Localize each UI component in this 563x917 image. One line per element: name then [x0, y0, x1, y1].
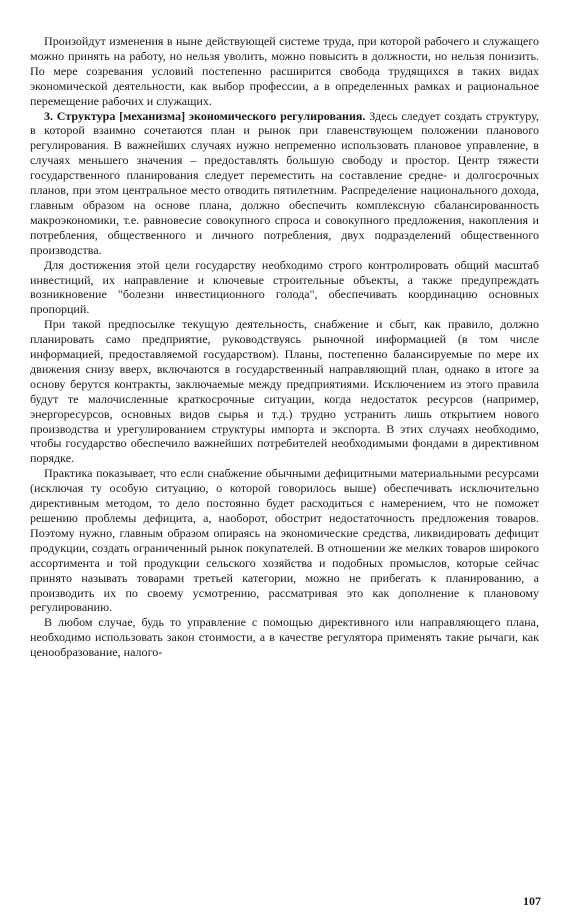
- page-number: 107: [523, 894, 541, 908]
- section-heading: 3. Структура [механизма] экономического регулирования.: [44, 108, 366, 123]
- document-body: [30, 34, 539, 660]
- paragraph-practice: Практика показывает, что если снабжение обычными дефицитными материальными ресурсами (исключая ту особую ситуацию, о которой говорилось выше) обеспечивать исключительно директивным методом, то дело постоянно будет расходиться с намерением, что не поможет решению проблемы дефицита, а, наоборот, обострит недостаточность предложения товаров. Поэтому нужно, главным образом опираясь на экономические средства, ликвидировать дефицит продукции, создать ограниченный рынок покупателей. В отношении же мелких товаров широкого ассортимента и той продукции сельского хозяйства и подобных промыслов, которые сейчас принято называть товарами третьей категории, можно не прибегать к планированию, а производить их по своему усмотрению, рассматривая это как дополнение к плановому регулированию.: [30, 466, 539, 615]
- paragraph-text: Здесь следует создать структуру, в которой взаимно сочетаются план и рынок при главенствующем положении планового регулирования. В важнейших случаях нужно непременно использовать плановое управление, в случаях меньшего значения – предоставлять большую свободу и простор. Центр тяжести государственного планирования следует переместить на составление средне- и долгосрочных планов, при этом центральное место отводить пятилетним. Распределение национального дохода, главным образом на основе плана, должно обеспечить комплексную сбалансированность макроэкономики, т.е. равновесие совокупного спроса и совокупного предложения, накопления и потребления, общественного и личного потребления, двух подразделений общественного производства.: [30, 108, 539, 257]
- paragraph-labor-system: Произойдут изменения в ныне действующей системе труда, при которой рабочего и служащего можно принять на работу, но нельзя уволить, можно повысить в должности, но нельзя понизить. По мере созревания условий постепенно расширится свобода трудящихся в таких видах экономической деятельности, как выбор профессии, а в определенных рамках и рациональное перемещение рабочих и служащих.: [30, 34, 539, 108]
- paragraph-value-law: В любом случае, будь то управление с помощью директивного или направляющего плана, необходимо использовать закон стоимости, а в качестве регулятора применять такие рычаги, как ценообразование, налого-: [30, 615, 539, 660]
- paragraph-regulation-structure: [30, 109, 539, 258]
- paragraph-investment-control: Для достижения этой цели государству необходимо строго контролировать общий масштаб инвестиций, их направление и ключевые строительные объекты, а также предупреждать возникновение "болезни инвестиционного голода", обеспечивать координацию основных пропорций.: [30, 257, 539, 317]
- paragraph-enterprise-planning: При такой предпосылке текущую деятельность, снабжение и сбыт, как правило, должно планировать само предприятие, руководствуясь рыночной информацией (в том числе информацией, предоставляемой государством). Планы, постепенно балансируемые по мере их движения снизу вверх, включаются в государственный направляющий план, однако в итоге за основу берутся контракты, заключаемые между предприятиями. Исключением из этого правила будут те малочисленные краткосрочные ситуации, когда недостаток ресурсов (например, энергоресурсов, основных видов сырья и т.д.) трудно устранить лишь открытием нового производства и урегулированием структуры импорта и экспорта. В этих случаях необходимо, чтобы государство обеспечило важнейших потребителей необходимыми фондами в директивном порядке.: [30, 317, 539, 466]
